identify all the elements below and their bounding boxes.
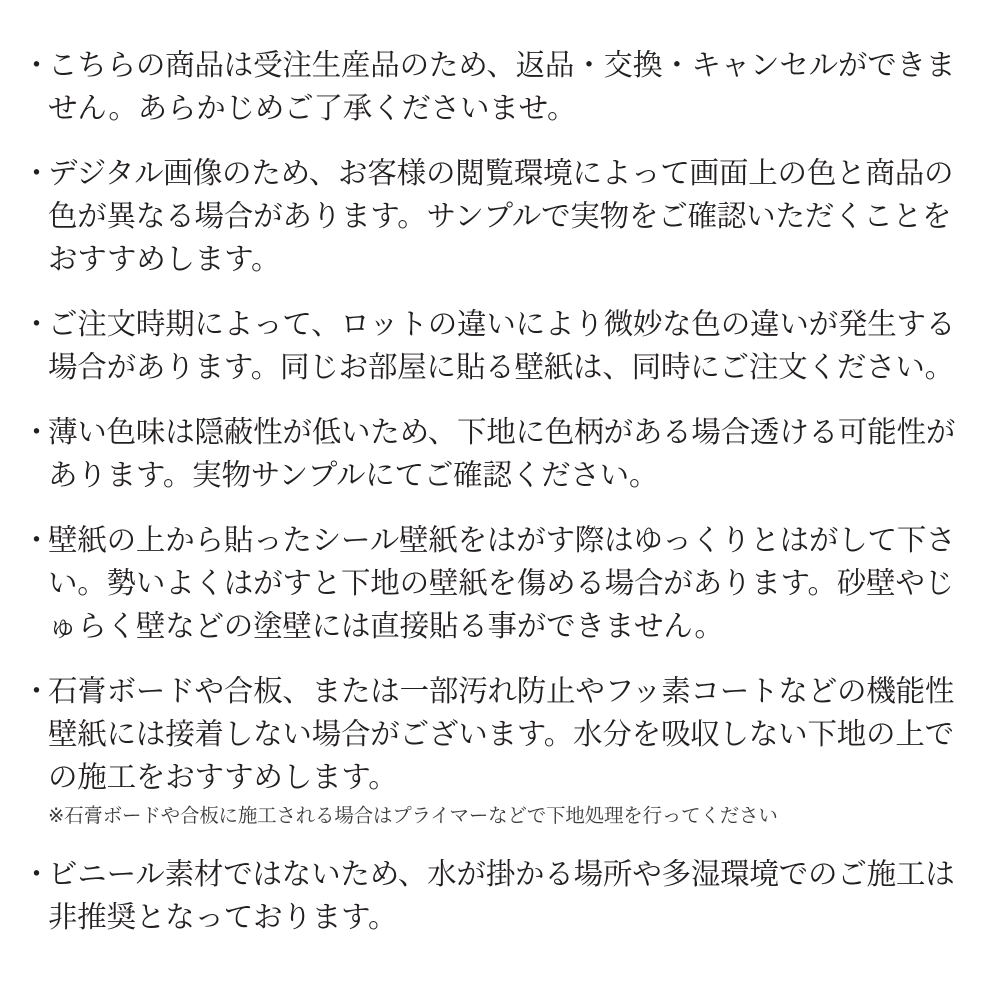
list-item (22, 152, 966, 281)
list-item (22, 44, 966, 130)
bullet-icon: ・ (22, 156, 52, 190)
bullet-icon: ・ (22, 48, 52, 82)
notice-body (48, 411, 966, 497)
notice-text: ご注文時期によって、ロットの違いにより微妙な色の違いが発生する場合があります。同じお部屋に貼る壁紙は、同時にご注文ください。 (48, 307, 956, 384)
notice-text: こちらの商品は受注生産品のため、返品・交換・キャンセルができません。あらかじめご了承くださいませ。 (48, 48, 956, 125)
list-item (22, 519, 966, 648)
bullet-icon: ・ (22, 415, 52, 449)
notice-subnote: ※石膏ボードや合板に施工される場合はプライマーなどで下地処理を行ってください (48, 804, 778, 827)
notice-text: デジタル画像のため、お客様の閲覧環境によって画面上の色と商品の色が異なる場合があります。サンプルで実物をご確認いただくことをおすすめします。 (48, 156, 954, 276)
list-item (22, 411, 966, 497)
notice-text: 石膏ボードや合板、または一部汚れ防止やフッ素コートなどの機能性壁紙には接着しない場合がございます。水分を吸収しない下地の上での施工をおすすめします。 (48, 674, 955, 794)
bullet-icon: ・ (22, 857, 52, 891)
notice-body (48, 853, 966, 939)
list-item (22, 670, 966, 831)
bullet-icon: ・ (22, 307, 52, 341)
notice-body (48, 670, 966, 831)
list-item (22, 303, 966, 389)
list-item (22, 853, 966, 939)
notice-body (48, 152, 966, 281)
notice-text: 壁紙の上から貼ったシール壁紙をはがす際はゆっくりとはがして下さい。勢いよくはがすと下地の壁紙を傷める場合があります。砂壁やじゅらく壁などの塗壁には直接貼る事ができません。 (48, 523, 956, 643)
notice-text: 薄い色味は隠蔽性が低いため、下地に色柄がある場合透ける可能性があります。実物サンプルにてご確認ください。 (48, 415, 956, 492)
notice-text: ビニール素材ではないため、水が掛かる場所や多湿環境でのご施工は非推奨となっております。 (48, 857, 955, 934)
bullet-icon: ・ (22, 523, 52, 557)
notice-body (48, 519, 966, 648)
notice-list (22, 44, 966, 961)
notice-body (48, 303, 966, 389)
bullet-icon: ・ (22, 674, 52, 708)
notice-body (48, 44, 966, 130)
